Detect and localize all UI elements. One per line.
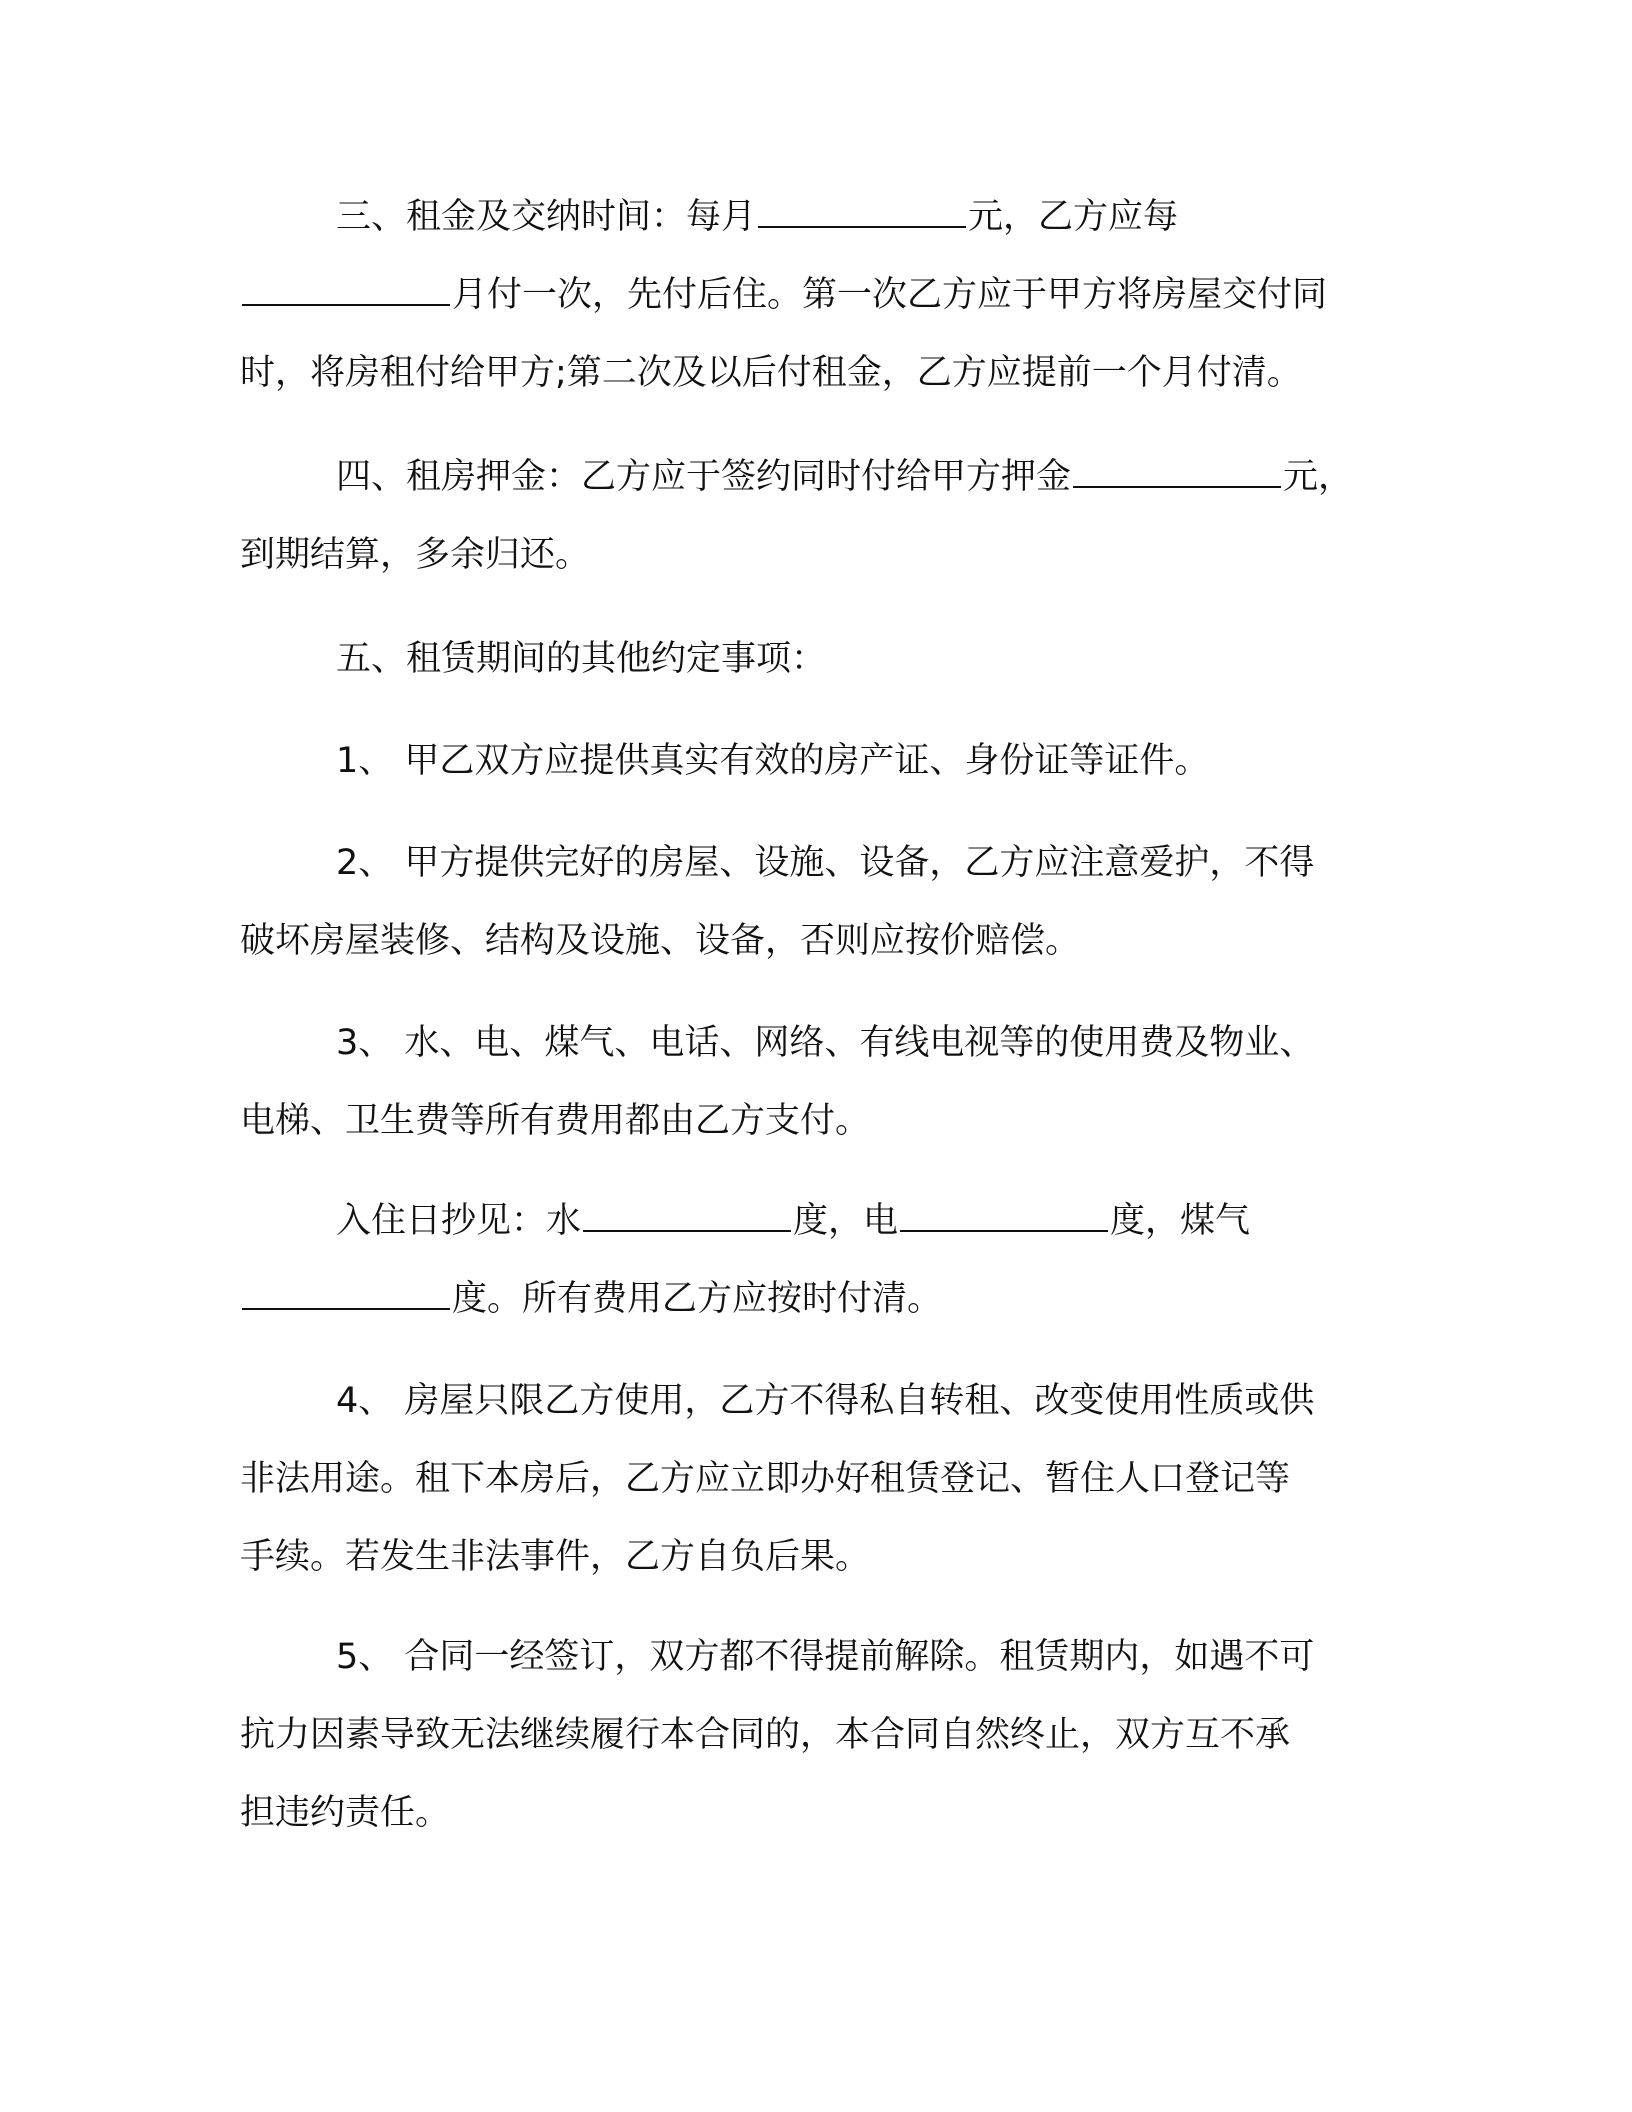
section-3-line-3: 时，将房租付给甲方;第二次及以后付租金，乙方应提前一个月付清。 (240, 353, 1302, 393)
water-reading-blank (583, 1200, 791, 1232)
gas-reading-blank (242, 1278, 450, 1310)
section-3-rent (240, 178, 1390, 412)
section-4-line-2: 到期结算，多余归还。 (240, 535, 591, 575)
item-3: 3、 水、电、煤气、电话、网络、有线电视等的使用费及物业、 电梯、卫生费等所有费用都由乙方支付。 (240, 1023, 1315, 1141)
section-3-line-2: 月付一次，先付后住。第一次乙方应于甲方将房屋交付同 (144, 256, 1390, 334)
item-5: 5、 合同一经签订，双方都不得提前解除。租赁期内，如遇不可 抗力因素导致无法继续履行本合同的，本合同自然终止，双方互不承 担违约责任。 (240, 1637, 1315, 1833)
section-5-title: 五、租赁期间的其他约定事项： (336, 639, 827, 679)
section-4-line-1: 四、租房押金：乙方应于签约同时付给甲方押金 元， (336, 457, 1354, 497)
item-2: 2、 甲方提供完好的房屋、设施、设备，乙方应注意爱护，不得 破坏房屋装修、结构及设施、设备，否则应按价赔偿。 (240, 843, 1315, 961)
section-3-line-1: 三、租金及交纳时间：每月 元，乙方应每 (336, 197, 1179, 237)
electricity-reading-blank (900, 1200, 1108, 1232)
rent-period-blank (242, 274, 450, 306)
section-4-deposit (240, 438, 1390, 594)
meter-line-1: 入住日抄见：水 度，电 度，煤气 (336, 1201, 1251, 1241)
item-1: 1、 甲乙双方应提供真实有效的房产证、身份证等证件。 (336, 741, 1210, 781)
item-4: 4、 房屋只限乙方使用，乙方不得私自转租、改变使用性质或供 非法用途。租下本房后，乙方应立即办好租赁登记、暂住人口登记等 手续。若发生非法事件，乙方自负后果。 (240, 1381, 1315, 1577)
meter-reading (240, 1182, 1390, 1338)
deposit-amount-blank (1073, 456, 1281, 488)
meter-line-2: 度。所有费用乙方应按时付清。 (144, 1260, 1390, 1338)
rent-amount-blank (758, 196, 966, 228)
